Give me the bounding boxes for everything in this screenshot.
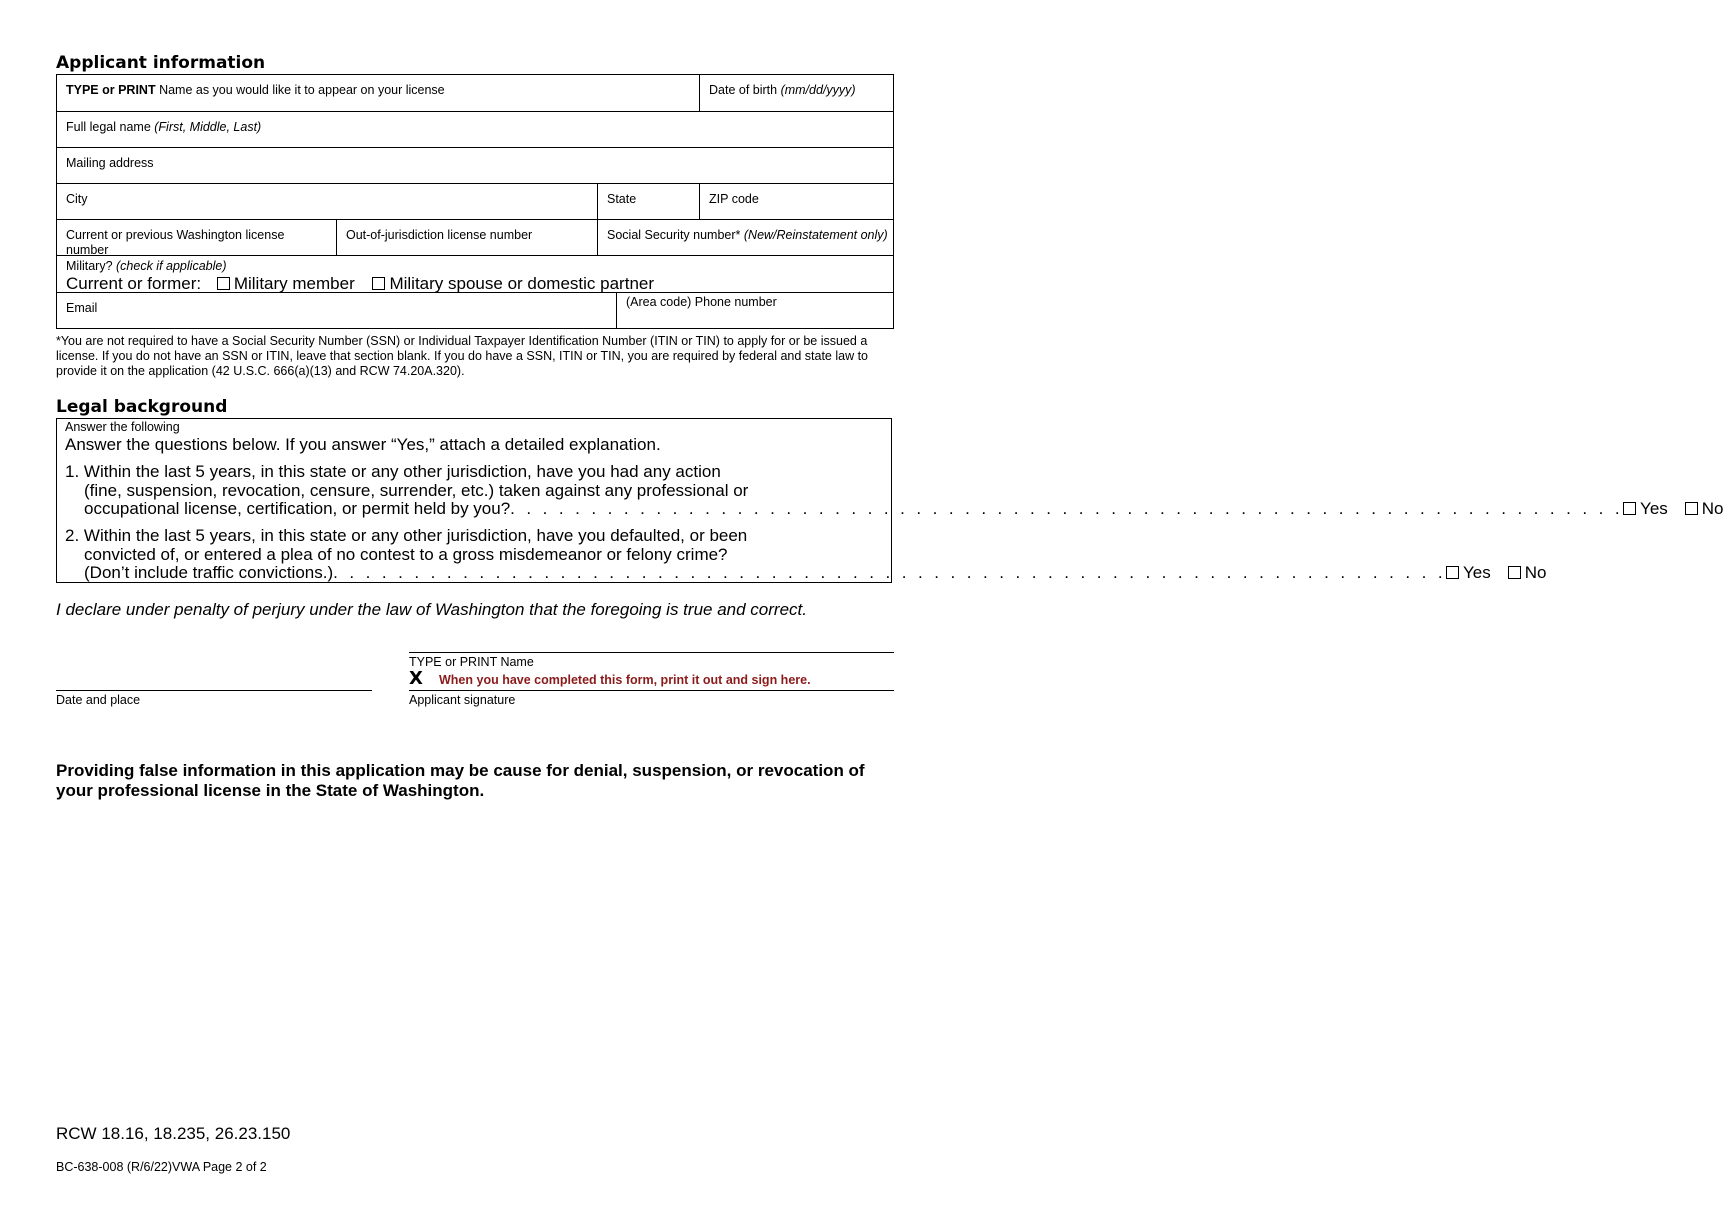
signature-label: Applicant signature	[409, 693, 516, 707]
date-place-line[interactable]	[56, 690, 372, 691]
print-name-line[interactable]	[409, 652, 894, 653]
rcw-reference: RCW 18.16, 18.235, 26.23.150	[56, 1124, 291, 1143]
question-1-options	[1623, 500, 1723, 519]
form-page	[56, 52, 1724, 801]
question-1-no-label: No	[1701, 499, 1724, 518]
ooj-license-field[interactable]	[336, 220, 597, 255]
wa-license-label: Current or previous Washington license number	[66, 228, 285, 257]
form-number: BC-638-008 (R/6/22)VWA Page 2 of 2	[56, 1160, 267, 1174]
perjury-declaration: I declare under penalty of perjury under the law of Washington that the foregoing is true and correct.	[56, 600, 807, 619]
mailing-row	[57, 147, 893, 183]
license-numbers-row	[57, 219, 893, 255]
military-member-label: Military member	[233, 274, 355, 293]
ooj-license-label: Out-of-jurisdiction license number	[346, 228, 533, 242]
wa-license-field[interactable]	[57, 220, 336, 255]
question-2-yes-label: Yes	[1463, 563, 1491, 582]
phone-field[interactable]	[616, 293, 893, 328]
ssn-footnote: *You are not required to have a Social Security Number (SSN) or Individual Taxpayer Identification Number (ITIN or TIN) to apply for or be issued a license. If you do not have an SSN or ITIN, leave that section blank. If you do have a SSN, ITIN or TIN, you are required by federal and state law to provide it on the application (42 U.S.C. 666(a)(13) and RCW 74.20A.320).	[56, 334, 869, 378]
question-1-line-3: occupational license, certification, or permit held by you?	[84, 499, 511, 518]
license-name-field[interactable]	[57, 75, 699, 111]
license-name-label: Name as you would like it to appear on your license	[155, 83, 445, 97]
print-name-label: TYPE or PRINT Name	[409, 655, 534, 669]
license-name-label-bold: TYPE or PRINT	[66, 83, 156, 97]
signature-area	[56, 620, 894, 730]
leader-dots: . . . . . . . . . . . . . . . . . . . . . . . . . . . . . . . . . . . . . . . . . . . . . . . . . . . . . . . . . . . . . . . . . . . . .	[510, 499, 1624, 518]
email-label: Email	[66, 301, 98, 315]
applicant-info-grid	[56, 74, 894, 329]
zip-label: ZIP code	[709, 192, 759, 206]
city-label: City	[66, 192, 88, 206]
question-1-answer-line	[65, 499, 1724, 519]
question-2-options	[1446, 564, 1546, 583]
date-place-label: Date and place	[56, 693, 141, 707]
question-1-line-1: 1. Within the last 5 years, in this state or any other jurisdiction, have you had any action	[65, 462, 721, 481]
legal-name-label: Full legal name	[66, 120, 155, 134]
question-2-line-1: 2. Within the last 5 years, in this state or any other jurisdiction, have you defaulted, or been	[65, 526, 748, 545]
military-note: (check if applicable)	[116, 259, 227, 273]
question-2	[65, 526, 1547, 583]
ssn-field[interactable]	[597, 220, 893, 255]
signature-line[interactable]	[409, 690, 894, 691]
answer-intro: Answer the questions below. If you answer “Yes,” attach a detailed explanation.	[65, 435, 661, 454]
question-2-no-checkbox[interactable]	[1508, 566, 1521, 579]
legal-name-field[interactable]	[57, 112, 893, 147]
city-row	[57, 183, 893, 219]
military-label-line	[66, 259, 884, 273]
question-2-line-3: (Don’t include traffic convictions.)	[84, 563, 334, 582]
question-1-line-2: (fine, suspension, revocation, censure, surrender, etc.) taken against any professional or	[84, 480, 749, 500]
legal-name-format: (First, Middle, Last)	[154, 120, 262, 134]
mailing-address-field[interactable]	[57, 148, 893, 183]
question-1	[65, 462, 1724, 519]
legal-name-row	[57, 111, 893, 147]
state-field[interactable]	[597, 184, 699, 219]
legal-background-box	[56, 418, 1724, 583]
military-label: Military?	[66, 259, 117, 273]
military-member-checkbox[interactable]	[217, 277, 230, 290]
question-1-yes-checkbox[interactable]	[1623, 502, 1636, 515]
city-field[interactable]	[57, 184, 597, 219]
sign-here-x-icon: X	[409, 668, 423, 689]
question-1-yes-label: Yes	[1640, 499, 1668, 518]
leader-dots: . . . . . . . . . . . . . . . . . . . . . . . . . . . . . . . . . . . . . . . . . . . . . . . . . . . . . . . . . . . . . . . . . . . . .	[333, 563, 1446, 582]
zip-field[interactable]	[699, 184, 893, 219]
name-row	[57, 75, 893, 111]
false-info-warning: Providing false information in this application may be cause for denial, suspension, or revocation of your professional license in the State of Washington.	[56, 761, 865, 800]
question-2-line-2: convicted of, or entered a plea of no contest to a gross misdemeanor or felony crime?	[84, 544, 728, 564]
current-former-label: Current or former:	[66, 274, 202, 293]
sign-here-note: When you have completed this form, print it out and sign here.	[439, 673, 811, 687]
answer-following-label: Answer the following	[65, 420, 180, 434]
ssn-label: Social Security number*	[607, 228, 744, 242]
dob-label: Date of birth	[709, 83, 781, 97]
military-options	[66, 274, 884, 294]
state-label: State	[607, 192, 637, 206]
question-2-no-label: No	[1524, 563, 1547, 582]
ssn-note: (New/Reinstatement only)	[743, 228, 888, 242]
email-field[interactable]	[57, 293, 616, 328]
legal-background-heading: Legal background	[56, 397, 228, 417]
question-2-yes-checkbox[interactable]	[1446, 566, 1459, 579]
military-row	[57, 255, 893, 292]
mailing-address-label: Mailing address	[66, 156, 154, 170]
contact-row	[57, 292, 893, 328]
military-spouse-checkbox[interactable]	[372, 277, 385, 290]
dob-field[interactable]	[699, 75, 893, 111]
question-2-answer-line	[65, 563, 1547, 583]
dob-format: (mm/dd/yyyy)	[780, 83, 856, 97]
question-1-no-checkbox[interactable]	[1685, 502, 1698, 515]
phone-label: (Area code) Phone number	[626, 295, 777, 309]
applicant-info-heading: Applicant information	[56, 53, 266, 73]
military-spouse-label: Military spouse or domestic partner	[389, 274, 655, 293]
